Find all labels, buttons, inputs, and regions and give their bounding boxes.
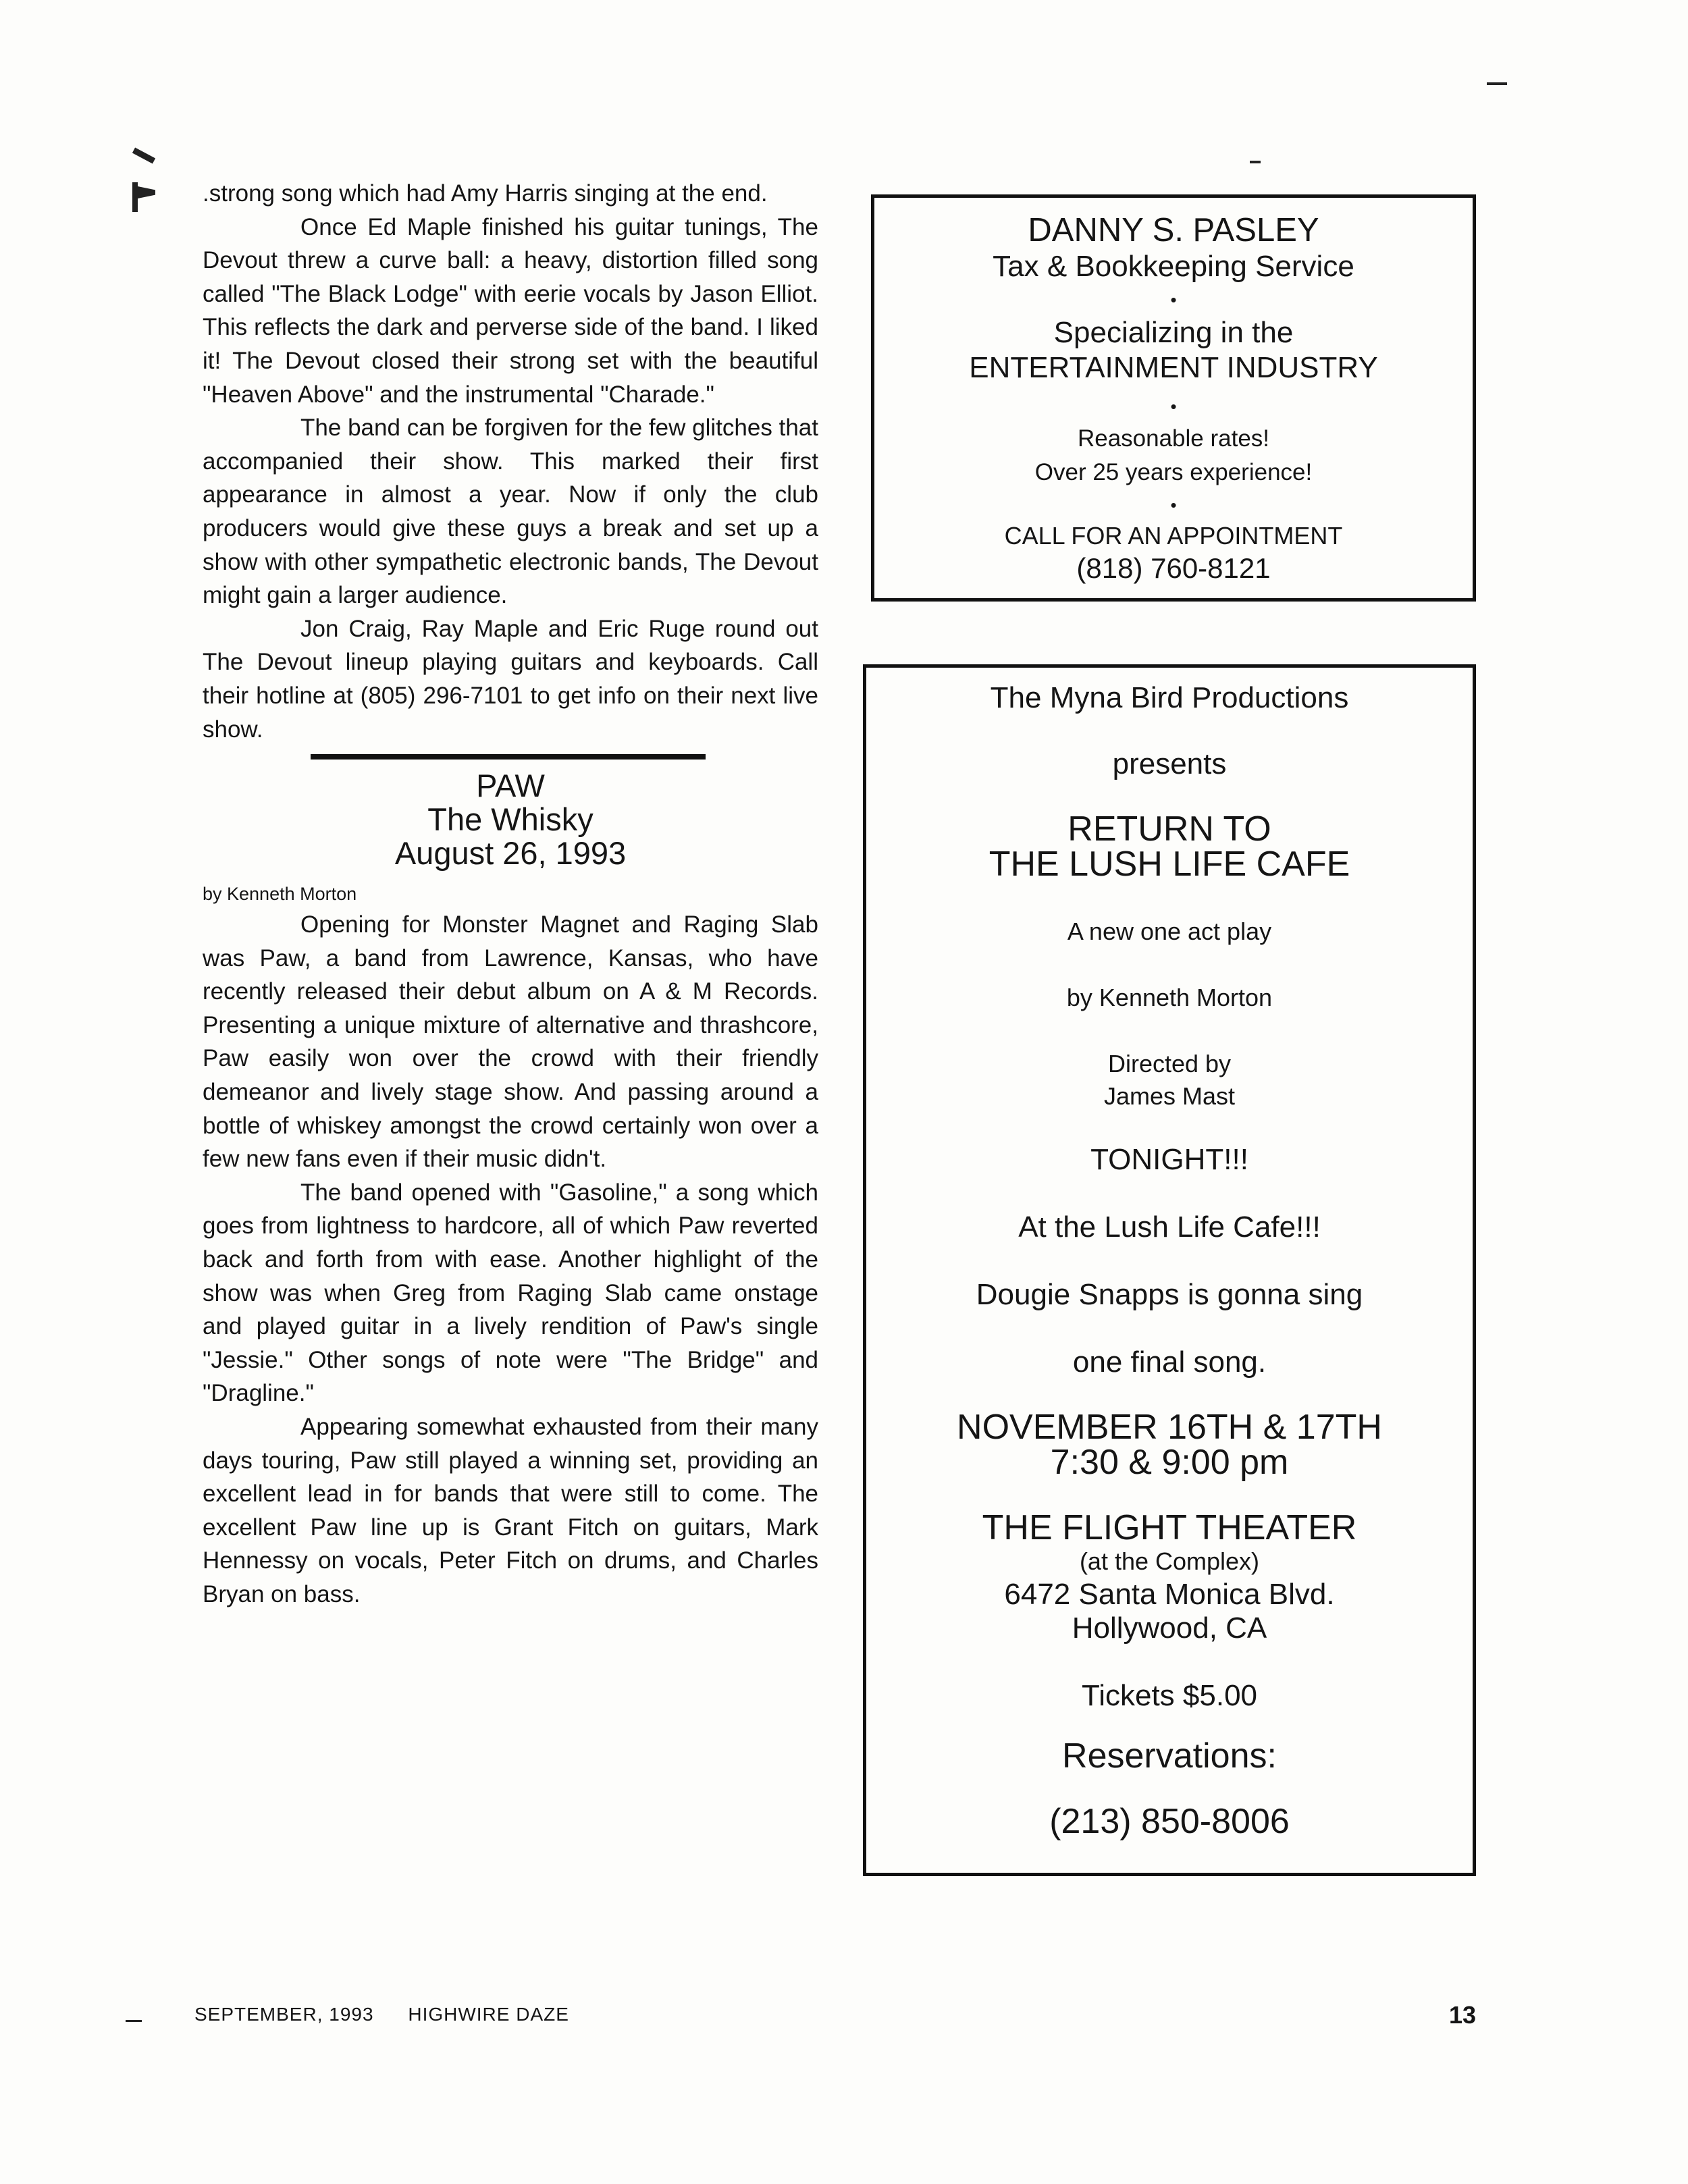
bullet-separator: • [1170, 290, 1177, 310]
section-divider [311, 754, 706, 760]
review-heading [203, 769, 818, 870]
review-title: PAW [476, 768, 545, 804]
play-title: THE LUSH LIFE CAFE [988, 845, 1350, 884]
ad-presents: presents [1112, 747, 1227, 780]
play-city: Hollywood, CA [1072, 1612, 1267, 1645]
play-tagline: Dougie Snapps is gonna sing [976, 1278, 1363, 1311]
page-number: 13 [1449, 2001, 1477, 2029]
play-directed-by: Directed by [1107, 1050, 1232, 1077]
play-author: by Kenneth Morton [1066, 984, 1273, 1011]
ad-producer: The Myna Bird Productions [990, 681, 1349, 714]
play-venue-note: (at the Complex) [1079, 1547, 1260, 1575]
ad-industry: ENTERTAINMENT INDUSTRY [969, 351, 1378, 384]
review-paragraph: Appearing somewhat exhausted from their many days touring, Paw still played a winning set, providing an excellent lead in for bands that were still to come. The excellent Paw line up is Grant Fitch on guitars, Mark Hennessy on vocals, Peter Fitch on drums, and Charles Bryan on bass. [203, 1414, 818, 1607]
review-paragraph: Opening for Monster Magnet and Raging Slab was Paw, a band from Lawrence, Kansas, who have recently released their debut album on A & M Records. Presenting a unique mixture of alternative and thrashcore, Paw easily won over the crowd with their friendly demeanor and lively stage show. And passing around a bottle of whiskey amongst the crowd certainly won over a few new fans even if their music didn't. [203, 911, 818, 1173]
play-venue: THE FLIGHT THEATER [982, 1508, 1357, 1547]
play-phone: (213) 850-8006 [1049, 1802, 1290, 1841]
ad-business-name: DANNY S. PASLEY [1028, 212, 1319, 248]
article-paragraph: The band can be forgiven for the few glitches that accompanied their show. This marked their first appearance in almost a year. Now if only the club producers would give these guys a break and set up a show with other sympathetic electronic bands, The Devout might gain a larger audience. [203, 415, 818, 609]
review-byline: by Kenneth Morton [203, 884, 357, 905]
article-paragraph: .strong song which had Amy Harris singing at the end. [203, 180, 768, 207]
footer-publication: HIGHWIRE DAZE [408, 2004, 569, 2025]
scan-speck [1487, 82, 1507, 85]
play-description: A new one act play [1067, 917, 1272, 945]
review-venue: The Whisky [427, 801, 594, 838]
page-footer [194, 2004, 569, 2025]
article-paragraph: Jon Craig, Ray Maple and Eric Ruge round out The Devout lineup playing guitars and keyboards. Call their hotline at (805) 296-7101 to get info on their next live show. [203, 615, 818, 743]
play-title: RETURN TO [1067, 809, 1271, 849]
scan-speck [132, 148, 155, 164]
play-tonight: TONIGHT!!! [1090, 1143, 1248, 1176]
play-tagline: one final song. [1072, 1346, 1267, 1379]
play-location-line: At the Lush Life Cafe!!! [1018, 1210, 1321, 1244]
scan-speck [126, 2020, 142, 2022]
scan-speck [1250, 161, 1261, 163]
play-director: James Mast [1103, 1082, 1236, 1110]
ad-phone: (818) 760-8121 [1076, 552, 1271, 584]
tax-service-ad [871, 194, 1476, 602]
play-ad [863, 664, 1476, 1876]
bullet-separator: • [1170, 396, 1177, 417]
ad-service: Tax & Bookkeeping Service [993, 250, 1354, 283]
ad-specializing: Specializing in the [1053, 316, 1294, 349]
play-reservations: Reservations: [1062, 1736, 1277, 1776]
ad-rates: Reasonable rates! [1077, 425, 1270, 452]
review-paragraph: The band opened with "Gasoline," a song which goes from lightness to hardcore, all of which Paw reverted back and forth from with ease. Another highlight of the show was when Greg from Raging Slab came onstage and played guitar in a lively rendition of Paw's single "Jessie." Other songs of note were "The Bridge" and "Dragline." [203, 1179, 818, 1407]
left-column [203, 177, 818, 1612]
play-dates: NOVEMBER 16TH & 17TH [957, 1408, 1382, 1447]
ad-call: CALL FOR AN APPOINTMENT [1004, 522, 1343, 550]
review-date: August 26, 1993 [394, 835, 627, 872]
ad-experience: Over 25 years experience! [1034, 459, 1313, 485]
scan-speck [138, 186, 155, 198]
article-paragraph: Once Ed Maple finished his guitar tunings, The Devout threw a curve ball: a heavy, distortion filled song called "The Black Lodge" with eerie vocals by Jason Elliot. This reflects the dark and perverse side of the band. I liked it! The Devout closed their strong set with the beautiful "Heaven Above" and the instrumental "Charade." [203, 213, 818, 408]
bullet-separator: • [1170, 495, 1177, 515]
play-times: 7:30 & 9:00 pm [1050, 1443, 1289, 1482]
footer-date: SEPTEMBER, 1993 [194, 2004, 374, 2025]
play-address: 6472 Santa Monica Blvd. [1004, 1578, 1335, 1611]
scan-speck [132, 182, 138, 212]
play-tickets: Tickets $5.00 [1081, 1679, 1258, 1712]
